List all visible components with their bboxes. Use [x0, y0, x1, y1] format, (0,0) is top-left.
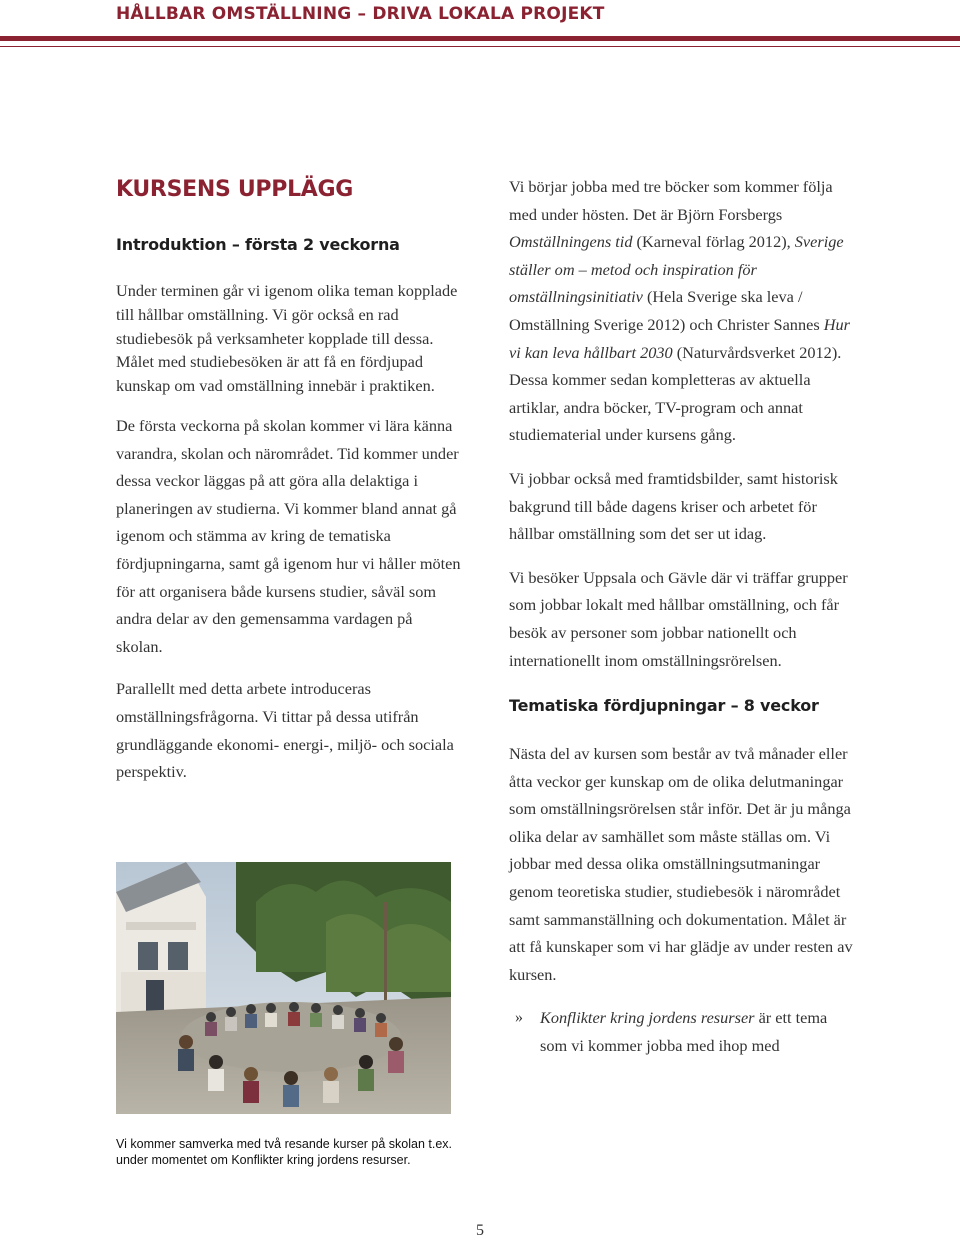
book-title-omstallningens-tid: Omställningens tid	[509, 232, 633, 252]
book-title-sverige-staller-om: Sverige ställer om – metod och inspiration för omställningsinitiativ	[509, 232, 844, 307]
bullet-mark: »	[515, 1009, 523, 1027]
photo-illustration	[116, 862, 451, 1114]
bullet-rest: är ett tema som vi kommer jobba med ihop med	[540, 1008, 828, 1056]
books-text-a: Vi börjar jobba med tre böcker som kommer följa med under hösten. Det är Björn Forsbergs	[509, 177, 833, 224]
books-text-b: (Karneval förlag 2012),	[632, 232, 795, 252]
header-rule-thin	[0, 46, 960, 47]
right-column	[509, 173, 854, 1060]
books-paragraph	[509, 173, 854, 449]
thematic-paragraph: Nästa del av kursen som består av två månader eller åtta veckor ger kunskap om de olika delutmaningar som omställningsrörelsen står inför. Det är ju många olika delar av samhället som måste ställas om. Vi jobbar med dessa olika omställningsutmaningar genom teoretiska studier, studiebesök i närområdet samt sammanställning och dokumentation. Målet är att få kunskaper som vi har glädje av under resten av kursen.	[509, 744, 853, 984]
intro-paragraph: Under terminen går vi igenom olika teman kopplade till hållbar omställning. Vi gör också en rad studiebesök på verksamheter kopplade till dessa. Målet med studiebesöken är att få en fördjupad kunskap om vad omställning innebär i praktiken.	[116, 281, 458, 396]
bullet-item	[509, 1004, 854, 1059]
intro-heading: Introduktion – första 2 veckorna	[116, 235, 400, 254]
photo-group-circle	[116, 862, 451, 1114]
first-weeks-paragraph: De första veckorna på skolan kommer vi lära känna varandra, skolan och närområdet. Tid kommer under dessa veckor läggas på att göra alla delaktiga i planeringen av studierna. Vi kommer bland annat gå igenom och stämma av kring de tematiska fördjupningarna, samt gå igenom hur vi håller möten för att organisera både kursens studier, såväl som andra delar av den gemensamma vardagen på skolan.	[116, 415, 461, 656]
bullet-text	[540, 1004, 854, 1059]
visits-paragraph: Vi besöker Uppsala och Gävle där vi träffar grupper som jobbar lokalt med hållbar omställning, och får besök av personer som jobbar nationellt och internationellt inom omställningsrörelsen.	[509, 567, 848, 670]
header-rule-thick	[0, 36, 960, 41]
future-paragraph: Vi jobbar också med framtidsbilder, samt historisk bakgrund till både dagens kriser och arbetet för hållbar omställning som det ser ut idag.	[509, 468, 838, 544]
thematic-heading: Tematiska fördjupningar – 8 veckor	[509, 696, 819, 716]
books-text-d: (Naturvårdsverket 2012). Dessa kommer sedan kompletteras av aktuella artiklar, andra böcker, TV-program och annat studiematerial under kursens gång.	[509, 342, 842, 445]
page-number: 5	[476, 1222, 484, 1239]
left-column	[116, 173, 461, 786]
photo-caption: Vi kommer samverka med två resande kurser på skolan t.ex. under momentet om Konflikter kring jordens resurser.	[116, 1137, 453, 1167]
running-header: HÅLLBAR OMSTÄLLNING – DRIVA LOKALA PROJEKT	[116, 4, 605, 24]
books-text-c: (Hela Sverige ska leva / Omställning Sverige 2012) och Christer Sannes	[509, 287, 824, 334]
page-title: KURSENS UPPLÄGG	[116, 177, 354, 202]
bullet-italic: Konflikter kring jordens resurser	[540, 1008, 755, 1028]
parallel-paragraph: Parallellt med detta arbete introduceras omställningsfrågorna. Vi tittar på dessa utifrån grundläggande ekonomi- energi-, miljö- och sociala perspektiv.	[116, 679, 454, 782]
book-title-hur-vi-kan-leva: Hur vi kan leva hållbart 2030	[509, 314, 850, 362]
